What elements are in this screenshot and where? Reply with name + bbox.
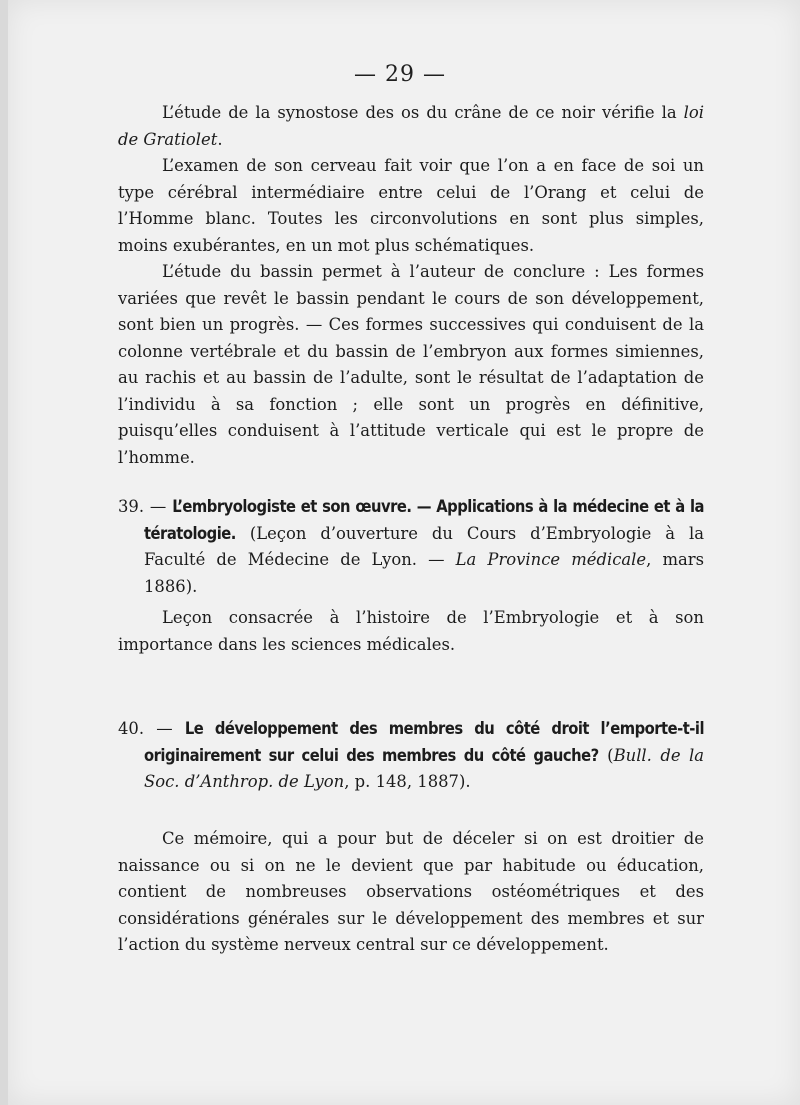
- page-number: — 29 —: [354, 62, 446, 87]
- entry-39-citation: [118, 494, 704, 600]
- entry-title: L’embryologiste et son œuvre. — Applications à la médecine et à la tératologie.: [144, 497, 704, 543]
- entry-date: , mars 1886).: [144, 550, 705, 596]
- paragraph-bassin: L’étude du bassin permet à l’auteur de conclure : Les formes variées que revêt le bassin pendant le cours de son développement, sont bien un progrès. — Ces formes successives qui conduisent de la colonne vertébrale et du bassin de l’embryon aux formes simiennes, au rachis et au bassin de l’adulte, sont le résultat de l’adaptation de l’individu à sa fonction ; elle sont un progrès en définitive, puisqu’elles conduisent à l’attitude verticale qui est le propre de l’homme.: [118, 262, 704, 467]
- entry-number: 39. —: [118, 497, 173, 516]
- entry-39-summary: Leçon consacrée à l’histoire de l’Embryologie et à son importance dans les sciences médicales.: [118, 608, 704, 654]
- entry-title: Le développement des membres du côté droit l’emporte-t-il originairement sur celui des membres du côté gauche?: [144, 719, 704, 765]
- entry-date: , p. 148, 1887).: [344, 772, 471, 791]
- paragraph-synostose: [118, 100, 704, 153]
- italic-term: loi de Gratiolet: [118, 103, 704, 149]
- entry-source: (: [598, 745, 614, 765]
- entry-39: [118, 494, 704, 600]
- journal-name: La Province médicale: [455, 550, 647, 569]
- paragraph-text: .: [217, 129, 223, 149]
- entry-40-summary-block: [118, 826, 704, 959]
- entry-40: [118, 716, 704, 796]
- paragraph-text: L’étude de la synostose des os du crâne de ce noir vérifie la: [162, 103, 684, 122]
- entry-number: 40. —: [118, 719, 185, 738]
- entry-40-summary: Ce mémoire, qui a pour but de déceler si on est droitier de naissance ou si on ne le devient que par habitude ou éducation, contient de nombreuses observations ostéométriques et des considérations générales sur le développement des membres et sur l’action du système nerveux central sur ce développement.: [118, 829, 704, 954]
- entry-39-summary-block: [118, 605, 704, 658]
- entry-40-citation: [118, 716, 704, 796]
- entry-source: (Leçon d’ouverture du Cours d’Embryologie à la Faculté de Médecine de Lyon. —: [144, 523, 704, 569]
- journal-name: Bull. de la Soc. d’Anthrop. de Lyon: [144, 745, 704, 791]
- review-continuation: [118, 100, 704, 471]
- paragraph-cerveau: L’examen de son cerveau fait voir que l’on a en face de soi un type cérébral intermédiaire entre celui de l’Orang et celui de l’Homme blanc. Toutes les circonvolutions en sont plus simples, moins exubérantes, en un mot plus schématiques.: [118, 156, 704, 255]
